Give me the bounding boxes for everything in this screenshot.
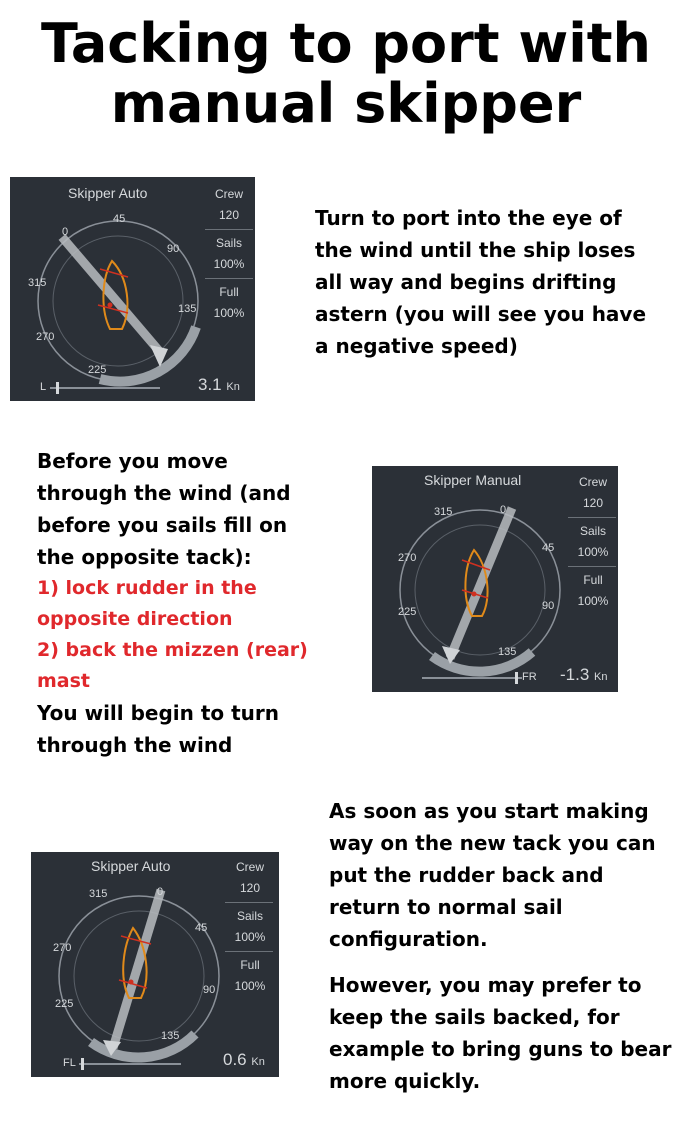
- instruction-line-red: 2) back the mizzen (rear): [37, 639, 308, 661]
- sails-label: Sails: [579, 524, 606, 538]
- step-2-text: [37, 445, 308, 761]
- sail-setting-label: Full: [219, 285, 239, 299]
- sails-label: Sails: [215, 236, 242, 250]
- speed-readout: [198, 375, 240, 395]
- text-line: the opposite tack):: [37, 545, 252, 569]
- text-line: As soon as you start making: [329, 799, 649, 823]
- instruction-line-red: 1) lock rudder in the: [37, 577, 257, 599]
- compass-label-0: 0: [62, 226, 69, 238]
- sail-setting-label: Full: [583, 573, 603, 587]
- crew-value: 120: [239, 881, 261, 895]
- speed-readout: [560, 665, 608, 685]
- title-line: manual skipper: [110, 72, 582, 135]
- text-line: through the wind (and: [37, 481, 291, 505]
- compass-label-315: 315: [89, 888, 108, 900]
- crew-label: Crew: [578, 475, 607, 489]
- divider: [225, 902, 273, 903]
- title-line: Tacking to port with: [40, 12, 651, 75]
- paragraph-gap: [329, 955, 671, 969]
- text-line: return to normal sail: [329, 895, 563, 919]
- divider: [205, 229, 253, 230]
- rudder-label: FR: [522, 671, 537, 683]
- text-line: keep the sails backed, for: [329, 1005, 620, 1029]
- sails-value: 100%: [577, 545, 609, 559]
- speed-unit: Kn: [251, 1056, 265, 1068]
- compass-label-315: 315: [434, 506, 453, 518]
- crew-value: 120: [582, 496, 604, 510]
- crew-label: Crew: [235, 860, 264, 874]
- text-line: put the rudder back and: [329, 863, 604, 887]
- sail-setting-value: 100%: [577, 594, 609, 608]
- compass-label-45: 45: [542, 542, 555, 554]
- text-line: way on the new tack you can: [329, 831, 656, 855]
- compass-label-225: 225: [88, 364, 107, 376]
- compass-label-0: 0: [500, 504, 507, 516]
- sail-setting-label: Full: [240, 958, 260, 972]
- text-line: astern (you will see you have: [315, 302, 647, 326]
- step-3-text: [329, 795, 671, 1097]
- text-line: Before you move: [37, 449, 228, 473]
- compass-label-90: 90: [542, 600, 555, 612]
- text-line: all way and begins drifting: [315, 270, 617, 294]
- speed-value: 3.1: [198, 375, 222, 394]
- rudder-label: L: [40, 381, 47, 393]
- compass-label-135: 135: [498, 646, 517, 658]
- compass-label-225: 225: [398, 606, 417, 618]
- sailing-hud-panel: [10, 177, 255, 401]
- compass-label-270: 270: [53, 942, 72, 954]
- text-line: through the wind: [37, 733, 233, 757]
- sail-setting-value: 100%: [234, 979, 266, 993]
- sails-label: Sails: [236, 909, 263, 923]
- compass-label-270: 270: [398, 552, 417, 564]
- compass-label-45: 45: [113, 213, 126, 225]
- speed-value: 0.6: [223, 1050, 247, 1069]
- speed-readout: [223, 1050, 265, 1070]
- divider: [225, 951, 273, 952]
- sails-value: 100%: [213, 257, 245, 271]
- text-line: configuration.: [329, 927, 488, 951]
- instruction-line-red: opposite direction: [37, 608, 233, 630]
- text-line: before you sails fill on: [37, 513, 288, 537]
- compass-label-90: 90: [203, 984, 216, 996]
- text-line: a negative speed): [315, 334, 518, 358]
- compass-label-135: 135: [178, 303, 197, 315]
- text-line: more quickly.: [329, 1069, 481, 1093]
- crew-value: 120: [218, 208, 240, 222]
- text-line: However, you may prefer to: [329, 973, 642, 997]
- step-1-text: [315, 202, 646, 362]
- sailing-hud-panel: [372, 466, 618, 692]
- speed-value: -1.3: [560, 665, 590, 684]
- text-line: You will begin to turn: [37, 701, 280, 725]
- compass-label-270: 270: [36, 331, 55, 343]
- sails-value: 100%: [234, 930, 266, 944]
- instruction-line-red: mast: [37, 670, 91, 692]
- sail-setting-value: 100%: [213, 306, 245, 320]
- skipper-mode-label: Skipper Manual: [424, 472, 522, 488]
- divider: [205, 278, 253, 279]
- sailing-hud-panel: [31, 852, 279, 1077]
- compass-label-135: 135: [161, 1030, 180, 1042]
- speed-unit: Kn: [226, 381, 240, 393]
- text-line: Turn to port into the eye of: [315, 206, 622, 230]
- text-line: example to bring guns to bear: [329, 1037, 672, 1061]
- divider: [568, 566, 616, 567]
- skipper-mode-label: Skipper Auto: [91, 858, 171, 874]
- page-title: [0, 14, 692, 134]
- compass-label-225: 225: [55, 998, 74, 1010]
- crew-label: Crew: [214, 187, 243, 201]
- compass-label-0: 0: [157, 886, 164, 898]
- compass-label-315: 315: [28, 277, 47, 289]
- skipper-mode-label: Skipper Auto: [68, 185, 148, 201]
- compass-label-90: 90: [167, 243, 180, 255]
- text-line: the wind until the ship loses: [315, 238, 636, 262]
- rudder-label: FL: [63, 1057, 76, 1069]
- speed-unit: Kn: [594, 671, 608, 683]
- divider: [568, 517, 616, 518]
- compass-label-45: 45: [195, 922, 208, 934]
